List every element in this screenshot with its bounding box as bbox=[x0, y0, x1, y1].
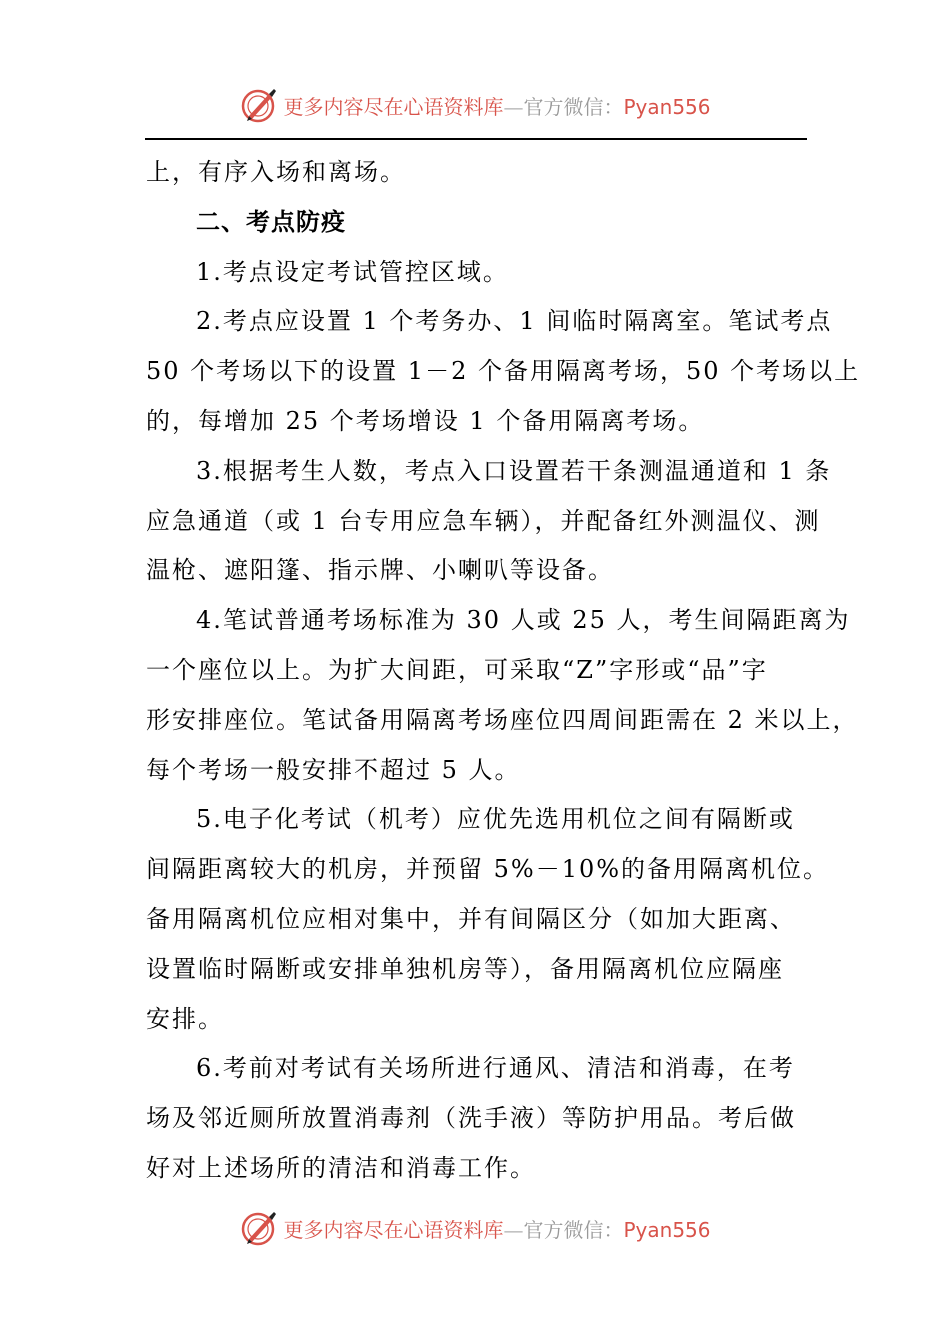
watermark-dash: — bbox=[503, 1217, 524, 1242]
watermark-text bbox=[283, 91, 710, 120]
watermark-middle: 官方微信： bbox=[523, 1217, 624, 1242]
body-line: 应急通道（或 1 台专用应急车辆），并配备红外测温仪、测 bbox=[146, 506, 821, 535]
watermark-dash: — bbox=[503, 94, 524, 119]
body-line: 3.根据考生人数，考点入口设置若干条测温通道和 1 条 bbox=[196, 456, 832, 485]
body-line: 上，有序入场和离场。 bbox=[146, 158, 406, 186]
body-line: 备用隔离机位应相对集中，并有间隔区分（如加大距离、 bbox=[146, 904, 796, 933]
body-line: 一个座位以上。为扩大间距，可采取“Z”字形或“品”字 bbox=[146, 655, 768, 684]
pen-logo-icon bbox=[239, 1208, 279, 1248]
pen-logo-icon bbox=[239, 85, 279, 125]
body-line: 的，每增加 25 个考场增设 1 个备用隔离考场。 bbox=[146, 406, 705, 435]
watermark-brand: 更多内容尽在心语资料库 bbox=[283, 1217, 504, 1242]
watermark-text bbox=[283, 1214, 710, 1243]
body-line: 场及邻近厕所放置消毒剂（洗手液）等防护用品。考后做 bbox=[146, 1104, 796, 1133]
header-watermark bbox=[0, 80, 950, 130]
body-line: 好对上述场所的清洁和消毒工作。 bbox=[146, 1153, 536, 1182]
body-line: 设置临时隔断或安排单独机房等），备用隔离机位应隔座 bbox=[146, 954, 784, 983]
footer-watermark bbox=[0, 1203, 950, 1253]
watermark-middle: 官方微信： bbox=[523, 94, 624, 119]
body-line: 6.考前对考试有关场所进行通风、清洁和消毒，在考 bbox=[196, 1054, 795, 1083]
body-line: 5.电子化考试（机考）应优先选用机位之间有隔断或 bbox=[196, 805, 795, 834]
body-line: 50 个考场以下的设置 1－2 个备用隔离考场，50 个考场以上 bbox=[146, 357, 861, 386]
document-body bbox=[146, 148, 861, 1194]
header-divider bbox=[145, 138, 807, 140]
watermark-id: Pyan556 bbox=[623, 1217, 711, 1242]
body-line: 间隔距离较大的机房，并预留 5%－10%的备用隔离机位。 bbox=[146, 855, 830, 884]
body-line: 4.笔试普通考场标准为 30 人或 25 人，考生间隔距离为 bbox=[196, 606, 851, 635]
watermark-brand: 更多内容尽在心语资料库 bbox=[283, 94, 504, 119]
section-heading: 二、考点防疫 bbox=[196, 207, 346, 236]
body-line: 温枪、遮阳篷、指示牌、小喇叭等设备。 bbox=[146, 556, 614, 585]
body-line: 形安排座位。笔试备用隔离考场座位四周间距需在 2 米以上， bbox=[146, 705, 859, 734]
body-line: 每个考场一般安排不超过 5 人。 bbox=[146, 755, 521, 784]
watermark-id: Pyan556 bbox=[623, 94, 711, 119]
body-line: 1.考点设定考试管控区域。 bbox=[196, 257, 509, 286]
body-line: 2.考点应设置 1 个考务办、1 间临时隔离室。笔试考点 bbox=[196, 307, 833, 336]
body-line: 安排。 bbox=[146, 1004, 224, 1033]
